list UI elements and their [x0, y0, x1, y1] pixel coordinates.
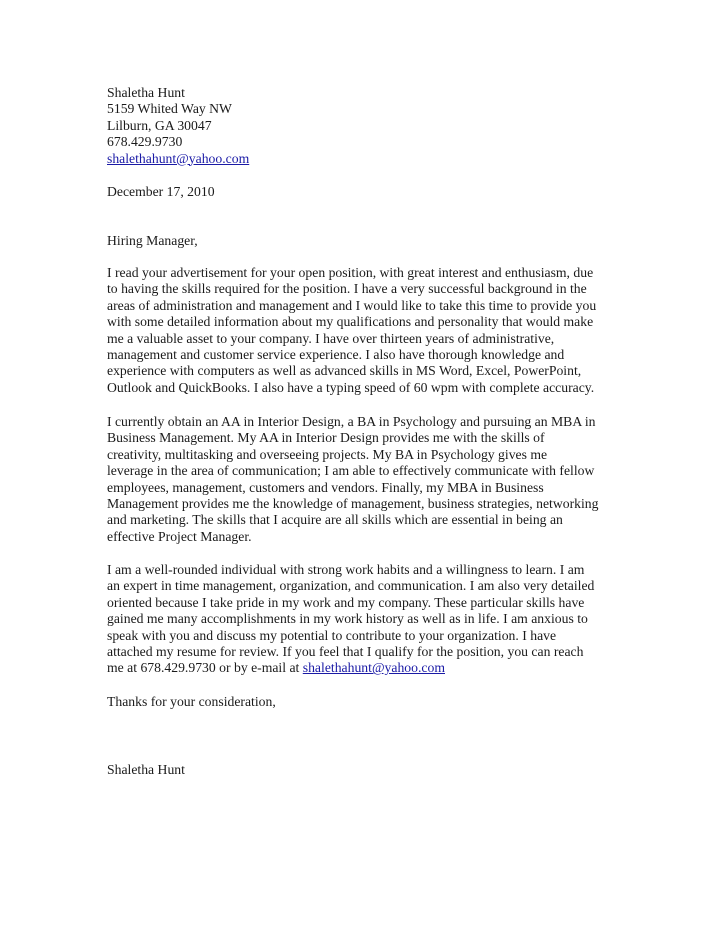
paragraph-last-line-text: me at 678.429.9730 or by e-mail at: [107, 660, 303, 676]
paragraph-line: me a valuable asset to your company. I have over thirteen years of administrative,: [107, 330, 555, 346]
letter-signature: [107, 762, 627, 778]
sender-email-link[interactable]: shalethahunt@yahoo.com: [107, 150, 250, 166]
contact-email-link[interactable]: shalethahunt@yahoo.com: [302, 660, 445, 676]
paragraph-line: management and customer service experience. I also have thorough knowledge and: [107, 346, 565, 362]
signature-name: Shaletha Hunt: [107, 762, 185, 777]
sender-name: Shaletha Hunt: [107, 85, 185, 100]
paragraph-3: [107, 562, 627, 677]
paragraph-line: I read your advertisement for your open position, with great interest and enthusiasm, due: [107, 265, 594, 280]
paragraph-2: [107, 414, 627, 545]
paragraph-line: Management provides me the knowledge of management, business strategies, networking: [107, 495, 599, 511]
paragraph-line: employees, management, customers and vendors. Finally, my MBA in Business: [107, 479, 544, 495]
paragraph-1: [107, 265, 627, 396]
sender-address-block: [107, 85, 627, 167]
paragraph-line: I currently obtain an AA in Interior Design, a BA in Psychology and pursuing an MBA in: [107, 414, 596, 429]
paragraph-line: and marketing. The skills that I acquire are all skills which are essential in being an: [107, 512, 563, 528]
sender-phone: 678.429.9730: [107, 134, 183, 150]
letter-greeting: [107, 233, 627, 249]
sender-street: 5159 Whited Way NW: [107, 101, 232, 117]
paragraph-line: creativity, multitasking and overseeing projects. My BA in Psychology gives me: [107, 446, 548, 462]
paragraph-line: attached my resume for review. If you feel that I qualify for the position, you can reach: [107, 643, 584, 659]
paragraph-line: leverage in the area of communication; I am able to effectively communicate with fellow: [107, 463, 595, 479]
paragraph-line: with some detailed information about my qualifications and personality that would make: [107, 314, 594, 330]
greeting-text: Hiring Manager,: [107, 233, 198, 248]
paragraph-line: speak with you and discuss my potential to contribute to your organization. I have: [107, 627, 557, 643]
paragraph-line: effective Project Manager.: [107, 528, 252, 544]
paragraph-line: Business Management. My AA in Interior Design provides me with the skills of: [107, 430, 545, 446]
paragraph-line: Outlook and QuickBooks. I also have a typing speed of 60 wpm with complete accuracy.: [107, 379, 595, 395]
date-text: December 17, 2010: [107, 184, 215, 199]
paragraph-line: I am a well-rounded individual with strong work habits and a willingness to learn. I am: [107, 562, 585, 577]
paragraph-line: experience with computers as well as advanced skills in MS Word, Excel, PowerPoint,: [107, 363, 582, 379]
paragraph-line: to having the skills required for the position. I have a very successful background in the: [107, 281, 587, 297]
sender-city-state-zip: Lilburn, GA 30047: [107, 117, 212, 133]
paragraph-last-line: [107, 660, 627, 676]
letter-date: [107, 184, 627, 200]
paragraph-line: areas of administration and management and I would like to take this time to provide you: [107, 297, 597, 313]
paragraph-line: oriented because I take pride in my work and my company. These particular skills have: [107, 594, 585, 610]
paragraph-line: gained me many accomplishments in my work history as well as in life. I am anxious to: [107, 611, 588, 627]
paragraph-line: an expert in time management, organization, and communication. I am also very detailed: [107, 578, 595, 594]
closing-text: Thanks for your consideration,: [107, 694, 276, 709]
letter-closing: [107, 694, 627, 710]
